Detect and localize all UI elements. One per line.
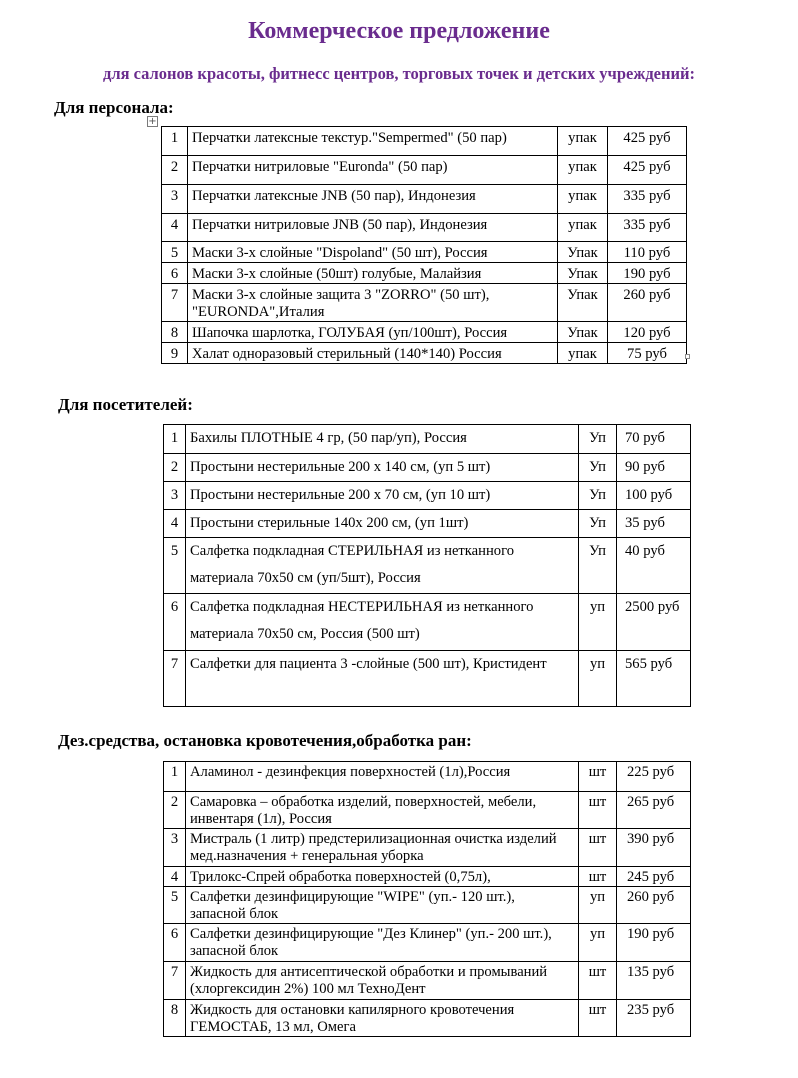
price-cell: 40 руб [617,538,691,594]
unit-cell: Уп [579,510,617,538]
unit-cell: Уп [579,454,617,482]
unit-cell: Уп [579,425,617,454]
table-row [162,322,687,343]
row-number: 4 [164,867,186,887]
price-cell: 35 руб [617,510,691,538]
table-row [162,263,687,284]
product-name: Аламинол - дезинфекция поверхностей (1л),Россия [186,762,579,792]
price-cell: 135 руб [617,962,691,1000]
table-row [164,482,691,510]
price-cell: 260 руб [608,284,687,322]
price-cell: 245 руб [617,867,691,887]
table-row [164,829,691,867]
table-row [164,924,691,962]
product-name: Жидкость для остановки капилярного кровотечения ГЕМОСТАБ, 13 мл, Омега [186,1000,579,1037]
product-name: Салфетки дезинфицирующие "WIPE" (уп.- 120 шт.), запасной блок [186,887,579,924]
row-number: 7 [162,284,188,322]
unit-cell: шт [579,867,617,887]
unit-cell: шт [579,829,617,867]
section-heading-staff: Для персонала: [54,98,174,117]
unit-cell: Упак [558,284,608,322]
price-cell: 190 руб [617,924,691,962]
price-cell: 90 руб [617,454,691,482]
product-name: Перчатки нитриловые "Euronda" (50 пар) [188,156,558,185]
table-row [164,651,691,707]
row-number: 4 [164,510,186,538]
unit-cell: упак [558,127,608,156]
table-row [164,867,691,887]
disinfection-price-table [163,761,691,1037]
product-name: Салфетка подкладная СТЕРИЛЬНАЯ из нетканного материала 70х50 см (уп/5шт), Россия [186,538,579,594]
price-cell: 260 руб [617,887,691,924]
table-row [164,510,691,538]
price-cell: 265 руб [617,792,691,829]
product-name: Перчатки латексные JNB (50 пар), Индонезия [188,185,558,214]
document-title: Коммерческое предложение [248,18,550,44]
product-name: Жидкость для антисептической обработки и промываний (хлоргексидин 2%) 100 мл ТехноДент [186,962,579,1000]
row-number: 2 [164,454,186,482]
price-cell: 70 руб [617,425,691,454]
unit-cell: уп [579,887,617,924]
product-name: Шапочка шарлотка, ГОЛУБАЯ (уп/100шт), Россия [188,322,558,343]
section-heading-visitors: Для посетителей: [58,395,193,414]
row-number: 8 [164,1000,186,1037]
row-number: 5 [162,242,188,263]
price-cell: 120 руб [608,322,687,343]
price-cell: 425 руб [608,127,687,156]
document-subtitle: для салонов красоты, фитнесс центров, торговых точек и детских учреждений: [102,64,696,83]
row-number: 1 [164,425,186,454]
row-number: 6 [162,263,188,284]
price-cell: 2500 руб [617,594,691,651]
product-name: Простыни нестерильные 200 х 140 см, (уп 5 шт) [186,454,579,482]
product-name: Мистраль (1 литр) предстерилизационная очистка изделий мед.назначения + генеральная уборка [186,829,579,867]
product-name: Маски 3-х слойные "Dispoland" (50 шт), Россия [188,242,558,263]
table-row [162,127,687,156]
product-name: Трилокс-Спрей обработка поверхностей (0,75л), [186,867,579,887]
row-number: 8 [162,322,188,343]
table-row [164,1000,691,1037]
price-cell: 425 руб [608,156,687,185]
table-row [162,185,687,214]
table-move-handle-icon[interactable]: + [148,116,157,127]
unit-cell: шт [579,792,617,829]
unit-cell: Уп [579,482,617,510]
row-number: 4 [162,214,188,242]
unit-cell: упак [558,214,608,242]
table-row [164,762,691,792]
section-heading-disinfection: Дез.средства, остановка кровотечения,обработка ран: [58,731,472,750]
product-name: Салфетки для пациента 3 -слойные (500 шт), Кристидент [186,651,579,707]
price-cell: 100 руб [617,482,691,510]
row-number: 6 [164,594,186,651]
row-number: 5 [164,538,186,594]
table-row [162,214,687,242]
product-name: Простыни стерильные 140х 200 см, (уп 1шт) [186,510,579,538]
unit-cell: уп [579,924,617,962]
table-row [164,792,691,829]
table-row [162,156,687,185]
product-name: Перчатки нитриловые JNB (50 пар), Индонезия [188,214,558,242]
unit-cell: уп [579,651,617,707]
row-number: 1 [162,127,188,156]
unit-cell: упак [558,343,608,364]
product-name: Маски 3-х слойные (50шт) голубые, Малайзия [188,263,558,284]
row-number: 9 [162,343,188,364]
table-row [164,962,691,1000]
price-cell: 110 руб [608,242,687,263]
unit-cell: уп [579,594,617,651]
unit-cell: Уп [579,538,617,594]
price-cell: 75 руб [608,343,687,364]
unit-cell: Упак [558,322,608,343]
table-row [162,242,687,263]
row-number: 3 [164,829,186,867]
product-name: Простыни нестерильные 200 х 70 см, (уп 10 шт) [186,482,579,510]
price-cell: 565 руб [617,651,691,707]
unit-cell: упак [558,156,608,185]
product-name: Салфетки дезинфицирующие "Дез Клинер" (уп.- 200 шт.), запасной блок [186,924,579,962]
row-number: 2 [162,156,188,185]
product-name: Маски 3-х слойные защита 3 "ZORRO" (50 шт), "EURONDA",Италия [188,284,558,322]
price-cell: 235 руб [617,1000,691,1037]
row-number: 7 [164,651,186,707]
row-number: 1 [164,762,186,792]
product-name: Самаровка – обработка изделий, поверхностей, мебели, инвентаря (1л), Россия [186,792,579,829]
table-row [164,538,691,594]
table-row [164,594,691,651]
table-row [164,454,691,482]
row-number: 2 [164,792,186,829]
staff-price-table [161,126,687,364]
unit-cell: шт [579,1000,617,1037]
price-cell: 225 руб [617,762,691,792]
unit-cell: шт [579,962,617,1000]
row-number: 7 [164,962,186,1000]
unit-cell: Упак [558,263,608,284]
table-resize-handle[interactable] [685,354,690,359]
row-number: 3 [164,482,186,510]
price-cell: 390 руб [617,829,691,867]
unit-cell: упак [558,185,608,214]
product-name: Перчатки латексные текстур."Sempermed" (50 пар) [188,127,558,156]
price-cell: 335 руб [608,214,687,242]
row-number: 5 [164,887,186,924]
table-row [164,425,691,454]
unit-cell: шт [579,762,617,792]
unit-cell: Упак [558,242,608,263]
table-row [162,343,687,364]
price-cell: 335 руб [608,185,687,214]
row-number: 3 [162,185,188,214]
table-row [164,887,691,924]
product-name: Халат одноразовый стерильный (140*140) Россия [188,343,558,364]
price-cell: 190 руб [608,263,687,284]
row-number: 6 [164,924,186,962]
visitors-price-table [163,424,691,707]
table-row [162,284,687,322]
product-name: Салфетка подкладная НЕСТЕРИЛЬНАЯ из нетканного материала 70х50 см, Россия (500 шт) [186,594,579,651]
product-name: Бахилы ПЛОТНЫЕ 4 гр, (50 пар/уп), Россия [186,425,579,454]
